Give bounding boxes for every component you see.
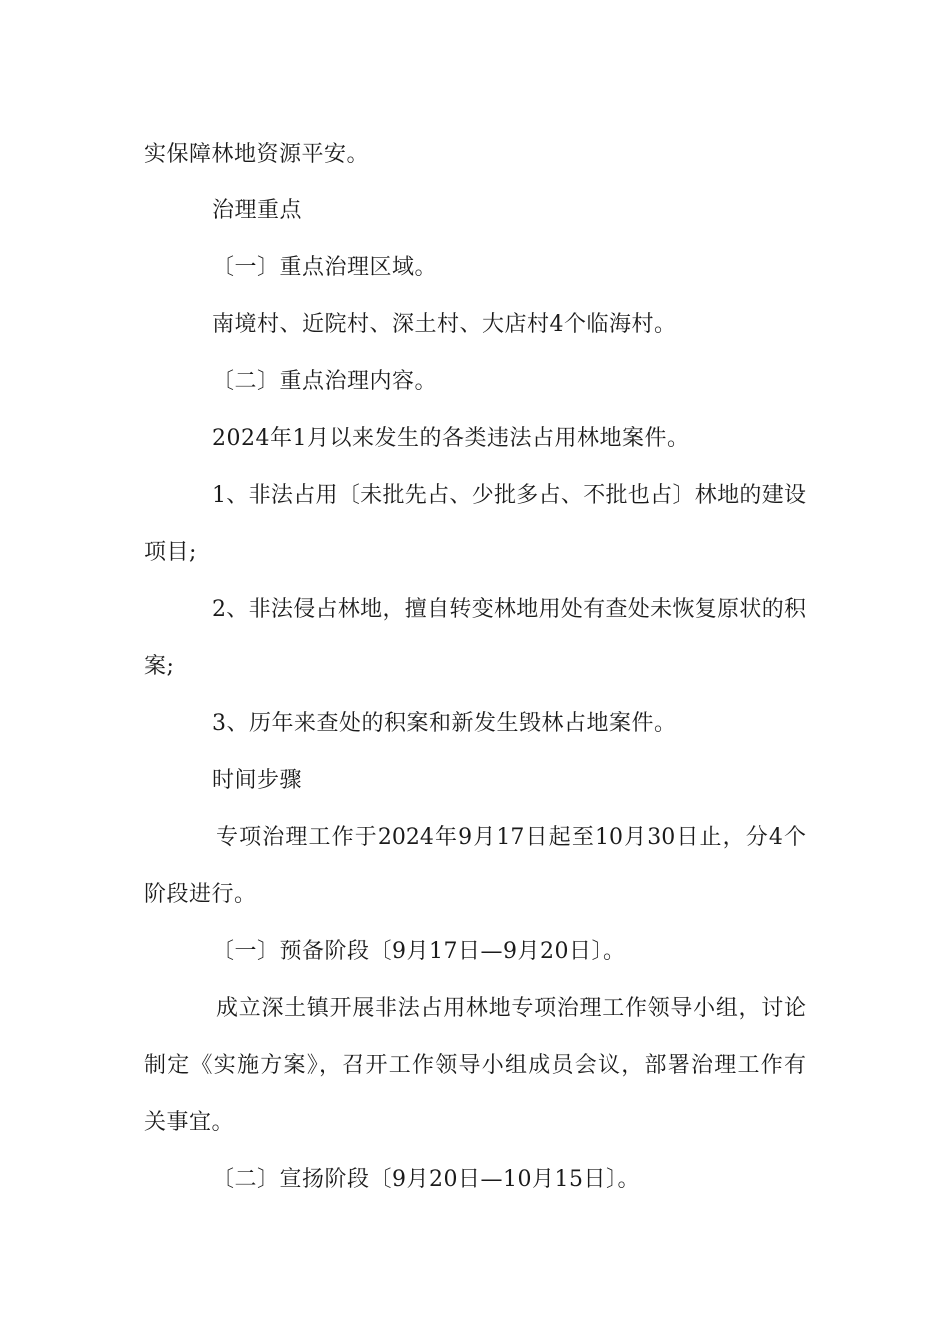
subsection-heading: 〔一〕重点治理区域。 — [212, 255, 438, 280]
list-item-line: 3、历年来查处的积案和新发生毁林占地案件。 — [212, 711, 677, 736]
subsection-heading: 〔一〕预备阶段〔9月17日—9月20日〕。 — [212, 939, 626, 964]
paragraph-line: 阶段进行。 — [144, 882, 257, 907]
paragraph-line: 成立深土镇开展非法占用林地专项治理工作领导小组，讨论 — [216, 996, 806, 1021]
paragraph-line: 专项治理工作于2024年9月17日起至10月30日止，分4个 — [216, 825, 806, 850]
paragraph-line: 2024年1月以来发生的各类违法占用林地案件。 — [212, 426, 690, 451]
list-item-line: 项目; — [144, 540, 197, 565]
section-heading: 时间步骤 — [212, 768, 303, 793]
paragraph-line: 关事宜。 — [144, 1110, 235, 1135]
subsection-heading: 〔二〕重点治理内容。 — [212, 369, 438, 394]
subsection-heading: 〔二〕宣扬阶段〔9月20日—10月15日〕。 — [212, 1167, 640, 1192]
paragraph-line: 实保障林地资源平安。 — [144, 142, 370, 167]
list-item-line: 2、非法侵占林地，擅自转变林地用处有查处未恢复原状的积 — [212, 597, 806, 622]
section-heading: 治理重点 — [212, 198, 303, 223]
list-item-line: 1、非法占用〔未批先占、少批多占、不批也占〕林地的建设 — [212, 483, 806, 508]
paragraph-line: 制定《实施方案》，召开工作领导小组成员会议，部署治理工作有 — [144, 1053, 806, 1078]
paragraph-line: 南境村、近院村、深土村、大店村4个临海村。 — [212, 312, 677, 337]
list-item-line: 案; — [144, 654, 175, 679]
